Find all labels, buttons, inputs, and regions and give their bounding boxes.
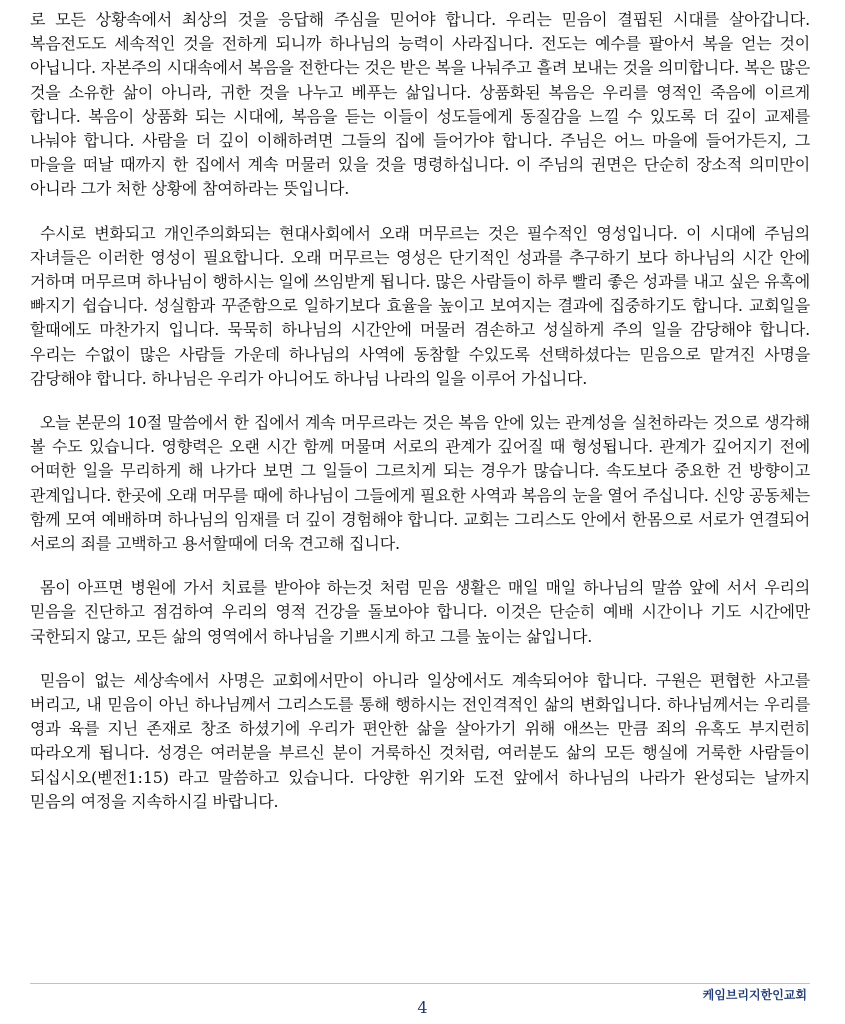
body-text	[30, 8, 810, 834]
footer-church-name: 케임브리지한인교회	[702, 988, 807, 1002]
footer-divider	[30, 983, 810, 984]
paragraph-3: 오늘 본문의 10절 말씀에서 한 집에서 계속 머무르라는 것은 복음 안에 있는 관계성을 실천하라는 것으로 생각해 볼 수도 있습니다. 영향력은 오랜 시간 함께 머물며 서로의 관계가 깊어질 때 형성됩니다. 관계가 깊어지기 전에 어떠한 일을 무리하게 해 나가다 보면 그 일들이 그르치게 되는 경우가 많습니다. 속도보다 중요한 건 방향이고 관계입니다. 한곳에 오래 머무를 때에 하나님이 그들에게 필요한 사역과 복음의 눈을 열어 주십니다. 신앙 공동체는 함께 모여 예배하며 하나님의 임재를 더 깊이 경험해야 합니다. 교회는 그리스도 안에서 한몸으로 서로가 연결되어 서로의 죄를 고백하고 용서할때에 더욱 견고해 집니다.	[30, 413, 810, 554]
paragraph-4: 몸이 아프면 병원에 가서 치료를 받아야 하는것 처럼 믿음 생활은 매일 매일 하나님의 말씀 앞에 서서 우리의 믿음을 진단하고 점검하여 우리의 영적 건강을 돌보아야 합니다. 이것은 단순히 예배 시간이나 기도 시간에만 국한되지 않고, 모든 삶의 영역에서 하나님을 기쁘시게 하고 그를 높이는 삶입니다.	[30, 578, 810, 646]
paragraph-2: 수시로 변화되고 개인주의화되는 현대사회에서 오래 머무르는 것은 필수적인 영성입니다. 이 시대에 주님의 자녀들은 이러한 영성이 필요합니다. 오래 머무르는 영성은 단기적인 성과를 추구하기 보다 하나님의 시간 안에 거하며 머무르며 하나님이 행하시는 일에 쓰임받게 됩니다. 많은 사람들이 하루 빨리 좋은 성과를 내고 싶은 유혹에 빠지기 쉽습니다. 성실함과 꾸준함으로 일하기보다 효율을 높이고 보여지는 결과에 집중하기도 합니다. 교회일을 할때에도 마찬가지 입니다. 묵묵히 하나님의 시간안에 머물러 겸손하고 성실하게 주의 일을 감당해야 합니다. 우리는 수없이 많은 사람들 가운데 하나님의 사역에 동참할 수있도록 선택하셨다는 믿음으로 맡겨진 사명을 감당해야 합니다. 하나님은 우리가 아니어도 하나님 나라의 일을 이루어 가십니다.	[30, 223, 810, 388]
paragraph-5: 믿음이 없는 세상속에서 사명은 교회에서만이 아니라 일상에서도 계속되어야 합니다. 구원은 편협한 사고를 버리고, 내 믿음이 아닌 하나님께서 그리스도를 통해 행하시는 전인격적인 삶의 변화입니다. 하나님께서는 우리를 영과 육를 지닌 존재로 창조 하셨기에 우리가 편안한 삶을 살아가기 위해 애쓰는 만큼 죄의 유혹도 부지런히 따라오게 됩니다. 성경은 여러분을 부르신 분이 거룩하신 것처럼, 여러분도 삶의 모든 행실에 거룩한 사람들이 되십시오(벧전1:15) 라고 말씀하고 있습니다. 다양한 위기와 도전 앞에서 하나님의 나라가 완성되는 날까지 믿음의 여정을 지속하시길 바랍니다.	[30, 670, 810, 811]
paragraph-1: 로 모든 상황속에서 최상의 것을 응답해 주심을 믿어야 합니다. 우리는 믿음이 결핍된 시대를 살아갑니다. 복음전도도 세속적인 것을 전하게 되니까 하나님의 능력이 사라집니다. 전도는 예수를 팔아서 복을 얻는 것이 아닙니다. 자본주의 시대속에서 복음을 전한다는 것은 받은 복을 나눠주고 흘려 보내는 것을 의미합니다. 복은 많은 것을 소유한 삶이 아니라, 귀한 것을 나누고 베푸는 삶입니다. 상품화된 복음은 우리를 영적인 죽음에 이르게 합니다. 복음이 상품화 되는 시대에, 복음을 듣는 이들이 성도들에게 동질감을 느낄 수 있도록 더 깊이 교제를 나눠야 합니다. 사람을 더 깊이 이해하려면 그들의 집에 들어가야 합니다. 주님은 어느 마을에 들어가든지, 그 마을을 떠날 때까지 한 집에서 계속 머물러 있을 것을 명령하십니다. 이 주님의 권면은 단순히 장소적 의미만이 아니라 그가 처한 상황에 참여하라는 뜻입니다.	[30, 10, 810, 199]
page-number: 4	[417, 998, 428, 1017]
